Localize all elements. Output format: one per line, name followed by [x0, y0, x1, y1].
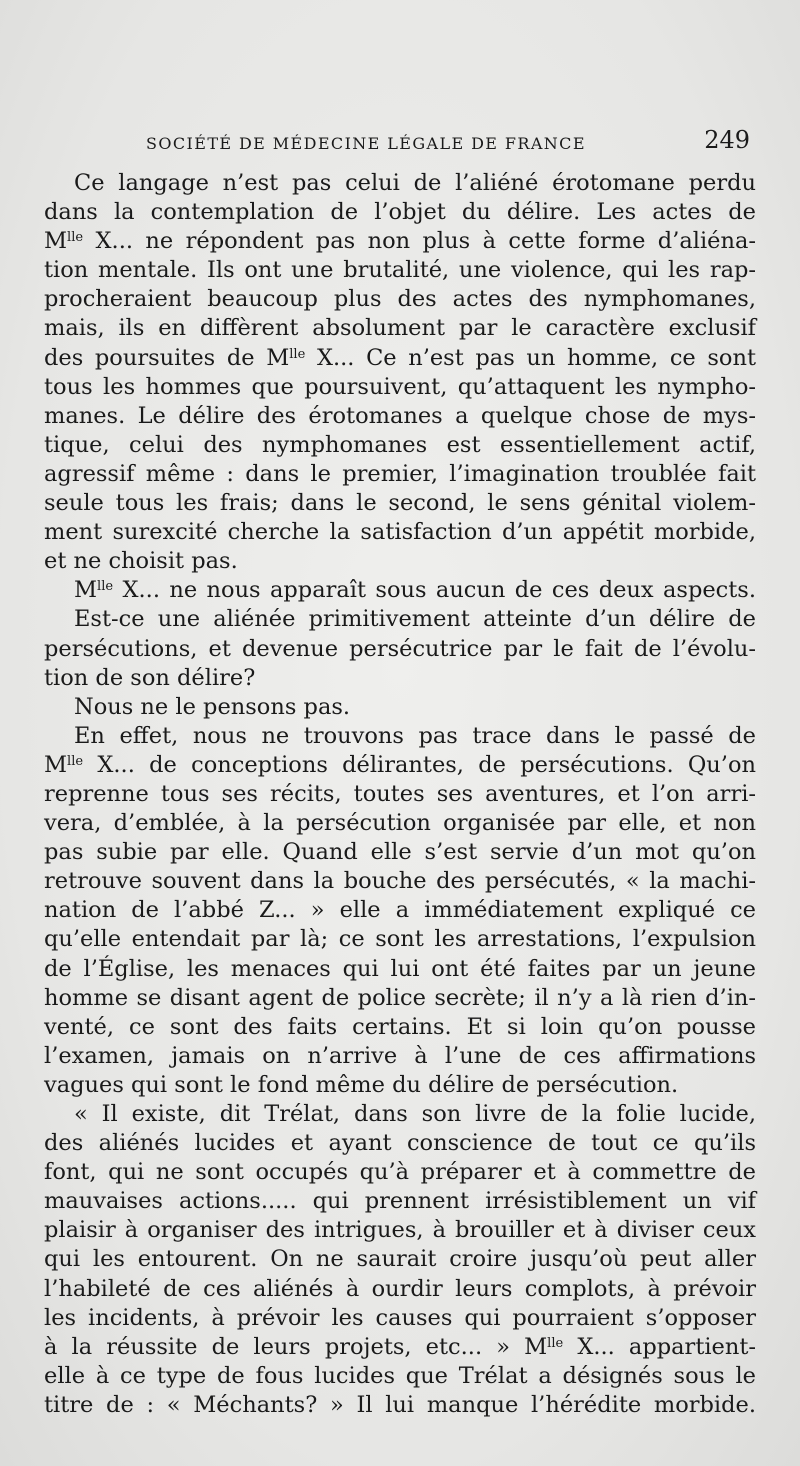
text-line: des aliénés lucides et ayant conscience de tout ce qu’ils: [44, 1130, 756, 1157]
text-line: l’examen, jamais on n’arrive à l’une de ces affirmations: [44, 1042, 756, 1069]
text-line: procheraient beaucoup plus des actes des nymphomanes,: [44, 286, 756, 313]
text-line: retrouve souvent dans la bouche des persécutés, « la machi-: [44, 868, 756, 895]
text-line: pas subie par elle. Quand elle s’est servie d’un mot qu’on: [44, 839, 756, 866]
text-line: qu’elle entendait par là; ce sont les arrestations, l’expulsion: [44, 926, 756, 953]
text-line: dans la contemplation de l’objet du délire. Les actes de: [44, 199, 756, 226]
text-line: tous les hommes que poursuivent, qu’attaquent les nympho-: [44, 373, 756, 400]
text-line: persécutions, et devenue persécutrice par le fait de l’évolu-: [44, 635, 756, 662]
text-line: vagues qui sont le fond même du délire de persécution.: [44, 1071, 679, 1098]
text-line: plaisir à organiser des intrigues, à brouiller et à diviser ceux: [44, 1217, 756, 1244]
text-line: Ce langage n’est pas celui de l’aliéné érotomane perdu: [74, 170, 756, 196]
text-line: Nous ne le pensons pas.: [74, 693, 351, 720]
text-line: qui les entourent. On ne saurait croire jusqu’où peut aller: [44, 1246, 756, 1273]
body-text: [44, 169, 756, 1420]
text-line: En effet, nous ne trouvons pas trace dans le passé de: [74, 722, 756, 749]
text-line: mauvaises actions..... qui prennent irrésistiblement un vif: [44, 1188, 756, 1215]
running-head: SOCIÉTÉ DE MÉDECINE LÉGALE DE FRANCE: [146, 134, 586, 153]
text-line: et ne choisit pas.: [44, 548, 238, 575]
text-line: les incidents, à prévoir les causes qui pourraient s’opposer: [44, 1304, 756, 1331]
text-line: elle à ce type de fous lucides que Trélat a désignés sous le: [44, 1362, 756, 1389]
text-line: l’habileté de ces aliénés à ourdir leurs complots, à prévoir: [44, 1275, 756, 1302]
text-line: tique, celui des nymphomanes est essentiellement actif,: [44, 431, 756, 458]
page-number: 249: [704, 126, 750, 154]
text-line: titre de : « Méchants? » Il lui manque l’hérédite morbide.: [44, 1391, 756, 1418]
text-line: des poursuites de $M^{lle}$ X... Ce n’est pas un homme, ce sont: [44, 344, 756, 371]
text-line: venté, ce sont des faits certains. Et si loin qu’on pousse: [44, 1013, 756, 1040]
text-line: $M^{lle}$ X... ne répondent pas non plus à cette forme d’aliéna-: [44, 228, 756, 255]
text-line: $M^{lle}$ X... ne nous apparaît sous aucun de ces deux aspects.: [74, 577, 756, 604]
text-line: ment surexcité cherche la satisfaction d’un appétit morbide,: [44, 519, 756, 546]
text-line: tion mentale. Ils ont une brutalité, une violence, qui les rap-: [44, 257, 756, 284]
text-line: « Il existe, dit Trélat, dans son livre de la folie lucide,: [74, 1101, 756, 1127]
text-line: font, qui ne sont occupés qu’à préparer et à commettre de: [44, 1159, 756, 1186]
text-line: tion de son délire?: [44, 664, 256, 691]
text-line: seule tous les frais; dans le second, le sens génital violem-: [44, 490, 756, 517]
text-line: à la réussite de leurs projets, etc... » $M^{lle}$ X... appartient-: [44, 1333, 757, 1360]
text-line: homme se disant agent de police secrète; il n’y a là rien d’in-: [44, 984, 756, 1011]
text-line: nation de l’abbé Z... » elle a immédiatement expliqué ce: [44, 897, 756, 924]
text-line: mais, ils en diffèrent absolument par le caractère exclusif: [44, 315, 756, 342]
text-line: vera, d’emblée, à la persécution organisée par elle, et non: [44, 810, 756, 837]
text-line: manes. Le délire des érotomanes a quelque chose de mys-: [44, 402, 756, 429]
text-line: $M^{lle}$ X... de conceptions délirantes, de persécutions. Qu’on: [44, 751, 756, 778]
text-line: Est-ce une aliénée primitivement atteinte d’un délire de: [74, 606, 756, 633]
text-line: reprenne tous ses récits, toutes ses aventures, et l’on arri-: [44, 780, 756, 807]
page-header: [44, 128, 756, 158]
text-line: de l’Église, les menaces qui lui ont été faites par un jeune: [44, 955, 756, 982]
text-line: agressif même : dans le premier, l’imagination troublée fait: [44, 460, 756, 487]
